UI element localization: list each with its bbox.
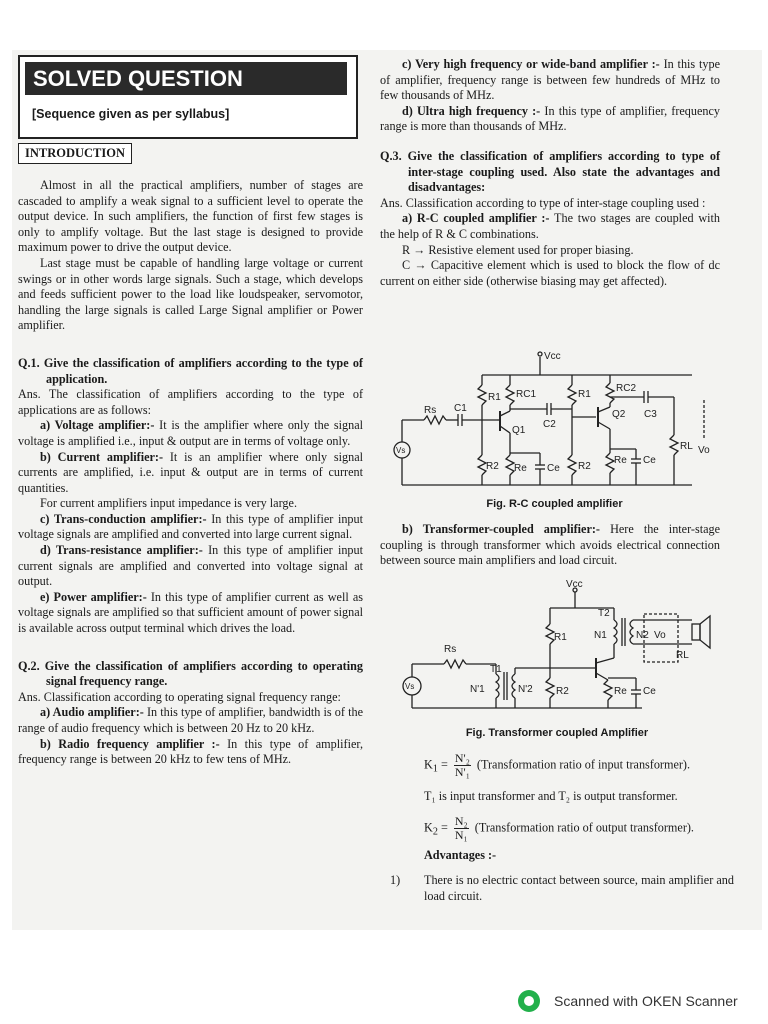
q2-item-a [18, 705, 363, 736]
r2a-resistor [478, 455, 486, 475]
q3-item-b [380, 522, 720, 569]
q3-b-title: b) Transformer-coupled amplifier:- [402, 522, 600, 536]
fig2-n1-label: N1 [594, 630, 607, 641]
q1-emitter [500, 426, 510, 433]
k1-numerator: N'₂ [454, 751, 470, 765]
k1-description: (Transformation ratio of input transformer). [476, 757, 691, 772]
fig1-rc2-label: RC2 [616, 383, 637, 394]
q2-item-b [18, 737, 363, 768]
t2-primary-coil [614, 620, 617, 644]
q1-e-text: In this type of amplifier current as well as voltage signals are amplified so that sufficient amount of power signal is available across output terminal which drives the load. [18, 589, 363, 636]
fig1-q1-label: Q1 [512, 425, 526, 436]
q2-d-text: In this type of amplifier, frequency range is more than thousands of MHz. [380, 103, 720, 134]
q2-a-title: a) Audio amplifier:- [40, 705, 144, 720]
q1-collector [500, 411, 510, 416]
rc1-resistor [506, 385, 514, 405]
q1-item-d [18, 543, 363, 590]
k2-equation: $K_2$ = $\frac{\text{N₂}}{\text{N₁}}$ (Transformation ratio of output transformer). [424, 813, 694, 842]
k1-fraction [454, 752, 471, 779]
fig2-vcc-label: Vcc [566, 579, 583, 590]
q2-answer: Ans. Classification according to operating signal frequency range: [18, 689, 341, 704]
fig1-ceb-label: Ce [643, 455, 656, 466]
q1-c-text: In this type of amplifier input voltage signals are amplified and converted into large current signal. [18, 511, 364, 542]
fig2-n2p-label: N'2 [518, 684, 533, 695]
fig2-ce-label: Ce [643, 686, 656, 697]
scanner-watermark [518, 990, 738, 1012]
q2-item-d [380, 104, 720, 135]
r2-resistor [546, 678, 554, 698]
fig1-r2b-label: R2 [578, 461, 591, 472]
speaker-cone-icon [700, 616, 710, 648]
q2-a-text: In this type of amplifier, bandwidth is of the range of audio frequency which is between 20 Hz to 20 kHz. [18, 705, 363, 735]
fig2-caption: Fig. Transformer coupled Amplifier [465, 727, 649, 739]
rc2-resistor [606, 383, 614, 403]
q1-answer: Ans. The classification of amplifiers according to the type of applications are as follows: [18, 387, 363, 417]
t2-secondary-coil [630, 620, 633, 644]
q2-c-text: In this type of amplifier, frequency range is between few hundreds of MHz to few thousands of MHz. [380, 57, 720, 103]
q3-question: Q.3. Give the classification of amplifiers according to type of inter-stage coupling used. Also state the advantages and disadvantages: [380, 148, 720, 195]
fig2-n1p-label: N'1 [470, 684, 485, 695]
fig1-caption: Fig. R-C coupled amplifier [486, 498, 623, 510]
adv1-number: 1) [390, 873, 401, 887]
q2-item-c [380, 57, 720, 104]
k2-fraction [454, 815, 469, 842]
q1-a-text: It is the amplifier where only the signal voltage is amplified i.e., input & output are in terms of voltage only. [18, 418, 363, 448]
banner-title: SOLVED QUESTION [25, 62, 347, 95]
q3-a-text: The two stages are coupled with the help of R & C combinations. [380, 211, 721, 241]
fig1-c2-label: C2 [543, 419, 556, 430]
r1a-resistor [478, 385, 486, 405]
fig1-r1b-label: R1 [578, 389, 591, 400]
rc-coupled-amplifier-diagram [382, 345, 727, 495]
fig1-rl-label: RL [680, 441, 693, 452]
right-column-top [380, 57, 720, 289]
q2-collector [598, 407, 610, 412]
q3-c-line: C → Capacitive element which is used to block the flow of dc current on either side (otherwise biasing may get affected). [380, 258, 720, 288]
vcc-node [538, 352, 542, 356]
fig2-n2-label: N2 [636, 630, 649, 641]
fig2-re-label: Re [614, 686, 627, 697]
q3-answer: Ans. Classification according to type of inter-stage coupling used : [380, 195, 706, 210]
k2-sub: 2 [432, 826, 438, 838]
k2-denominator: N₁ [454, 827, 468, 842]
right-column-mid [380, 522, 720, 569]
fig1-reb-label: Re [614, 455, 627, 466]
q3-b-text: Here the inter-stage coupling is through transformer which avoids electrical connection between source main amplifiers and load circuit. [380, 522, 720, 568]
q2-b-text: In this type of amplifier, frequency range is between 20 kHz to few tens of MHz. [18, 736, 363, 767]
fig1-vo-label: Vo [698, 445, 710, 456]
rea-resistor [506, 455, 514, 475]
left-column [18, 178, 363, 768]
reb-resistor [606, 453, 614, 473]
intro-paragraph-1: Almost in all the practical amplifiers, number of stages are cascaded to amplify a weak signal to a sufficient level to operate the output device. In such amplifiers, the function of first few stages is only to amplify voltage. But the last stage is designed to provide maximum power to drive the output device. [18, 178, 363, 255]
fig1-rc1-label: RC1 [516, 389, 537, 400]
fig2-rs-label: Rs [444, 644, 457, 655]
fig1-r1a-label: R1 [488, 392, 501, 403]
q2-b-title: b) Radio frequency amplifier :- [40, 736, 220, 751]
q1-item-b [18, 450, 363, 497]
k1-equation: $K_1$ = $\frac{\text{N'₂}}{\text{N'₁}}$ (Transformation ratio of input transformer). [424, 751, 691, 779]
q1-e-title: e) Power amplifier:- [40, 589, 147, 604]
q1-question: Q.1. Give the classification of amplifiers according to the type of application. [18, 355, 363, 386]
k2-numerator: N₂ [454, 813, 468, 828]
t1-secondary-coil [512, 674, 515, 698]
rs-resistor [424, 416, 446, 424]
fig1-vs-label: Vs [396, 446, 406, 455]
t1-primary-coil [496, 674, 499, 698]
q1-item-e [18, 590, 363, 637]
rl-resistor [670, 435, 678, 455]
fig1-c3-label: C3 [644, 409, 657, 420]
rs2-resistor [444, 660, 466, 668]
q1-b-note: For current amplifiers input impedance is very large. [40, 496, 297, 511]
r1-resistor [546, 624, 554, 644]
q3-item-a [380, 211, 720, 242]
r2b-resistor [568, 455, 576, 475]
k1-denominator: N'₁ [454, 765, 470, 779]
fig2-t1-label: T1 [490, 664, 502, 675]
fig1-r2a-label: R2 [486, 461, 499, 472]
adv1-text: There is no electric contact between source, main amplifier and load circuit. [424, 873, 734, 903]
scanner-text: Scanned with OKEN Scanner [554, 993, 738, 1009]
advantages-heading: Advantages :- [424, 847, 497, 862]
introduction-heading: INTRODUCTION [18, 143, 132, 164]
transformer-coupled-amplifier-diagram [392, 578, 722, 718]
speaker-icon [692, 624, 700, 640]
k1-sub: 1 [432, 763, 438, 775]
banner-subtitle: [Sequence given as per syllabus] [32, 107, 230, 121]
q2-emitter [598, 422, 610, 429]
fig2-r1-label: R1 [554, 632, 567, 643]
intro-paragraph-2: Last stage must be capable of handling large voltage or current swings or in other words large signals. Such a stage, which develops and feeds sufficient power to the load like loudspeaker, servomotor, handling the large signals is called Large Signal amplifier or Power amplifier. [18, 255, 363, 333]
q1-item-c [18, 512, 363, 543]
q1-d-title: d) Trans-resistance amplifier:- [40, 543, 203, 558]
fig2-vo-label: Vo [654, 630, 666, 641]
oken-logo-icon [518, 990, 540, 1012]
fig2-r2-label: R2 [556, 686, 569, 697]
fig1-rea-label: Re [514, 463, 527, 474]
fig2-rl-label: RL [676, 650, 689, 661]
q-collector [596, 658, 614, 663]
fig1-q2-label: Q2 [612, 409, 626, 420]
fig1-rs-label: Rs [424, 405, 437, 416]
k2-description: (Transformation ratio of output transformer). [474, 819, 694, 834]
q2-d-title: d) Ultra high frequency :- [402, 103, 541, 118]
q1-a-title: a) Voltage amplifier:- [40, 418, 155, 433]
k1-lhs: K [424, 757, 433, 772]
q2-question: Q.2. Give the classification of amplifiers according to operating signal frequency range. [18, 658, 363, 689]
q1-c-title: c) Trans-conduction amplifier:- [40, 511, 207, 526]
fig2-vs-label: Vs [405, 682, 415, 691]
q1-d-text: In this type of amplifier input current signals are amplified and converted into voltage signal at output. [18, 543, 363, 589]
fig1-cea-label: Ce [547, 463, 560, 474]
q1-b-title: b) Current amplifier:- [40, 449, 164, 464]
q1-item-a [18, 418, 363, 449]
fig2-t2-label: T2 [598, 608, 610, 619]
fig1-vcc-label: Vcc [544, 351, 561, 362]
q3-a-title: a) R-C coupled amplifier :- [402, 211, 550, 226]
equations-block [424, 752, 734, 863]
q1-b-text: It is an amplifier where only signal currents are amplified, i.e. input & output are in terms of current quantities. [18, 449, 364, 495]
transformer-line: T₁ is input transformer and T₂ is output transformer. [424, 789, 678, 803]
k2-lhs: K [424, 819, 433, 834]
q2-c-title: c) Very high frequency or wide-band amplifier :- [402, 57, 660, 71]
r1b-resistor [568, 385, 576, 405]
q-emitter [596, 673, 608, 680]
fig1-c1-label: C1 [454, 403, 467, 414]
re-resistor [604, 680, 612, 700]
q3-r-line: R → Resistive element used for proper biasing. [402, 242, 634, 257]
solved-question-banner [18, 55, 358, 139]
